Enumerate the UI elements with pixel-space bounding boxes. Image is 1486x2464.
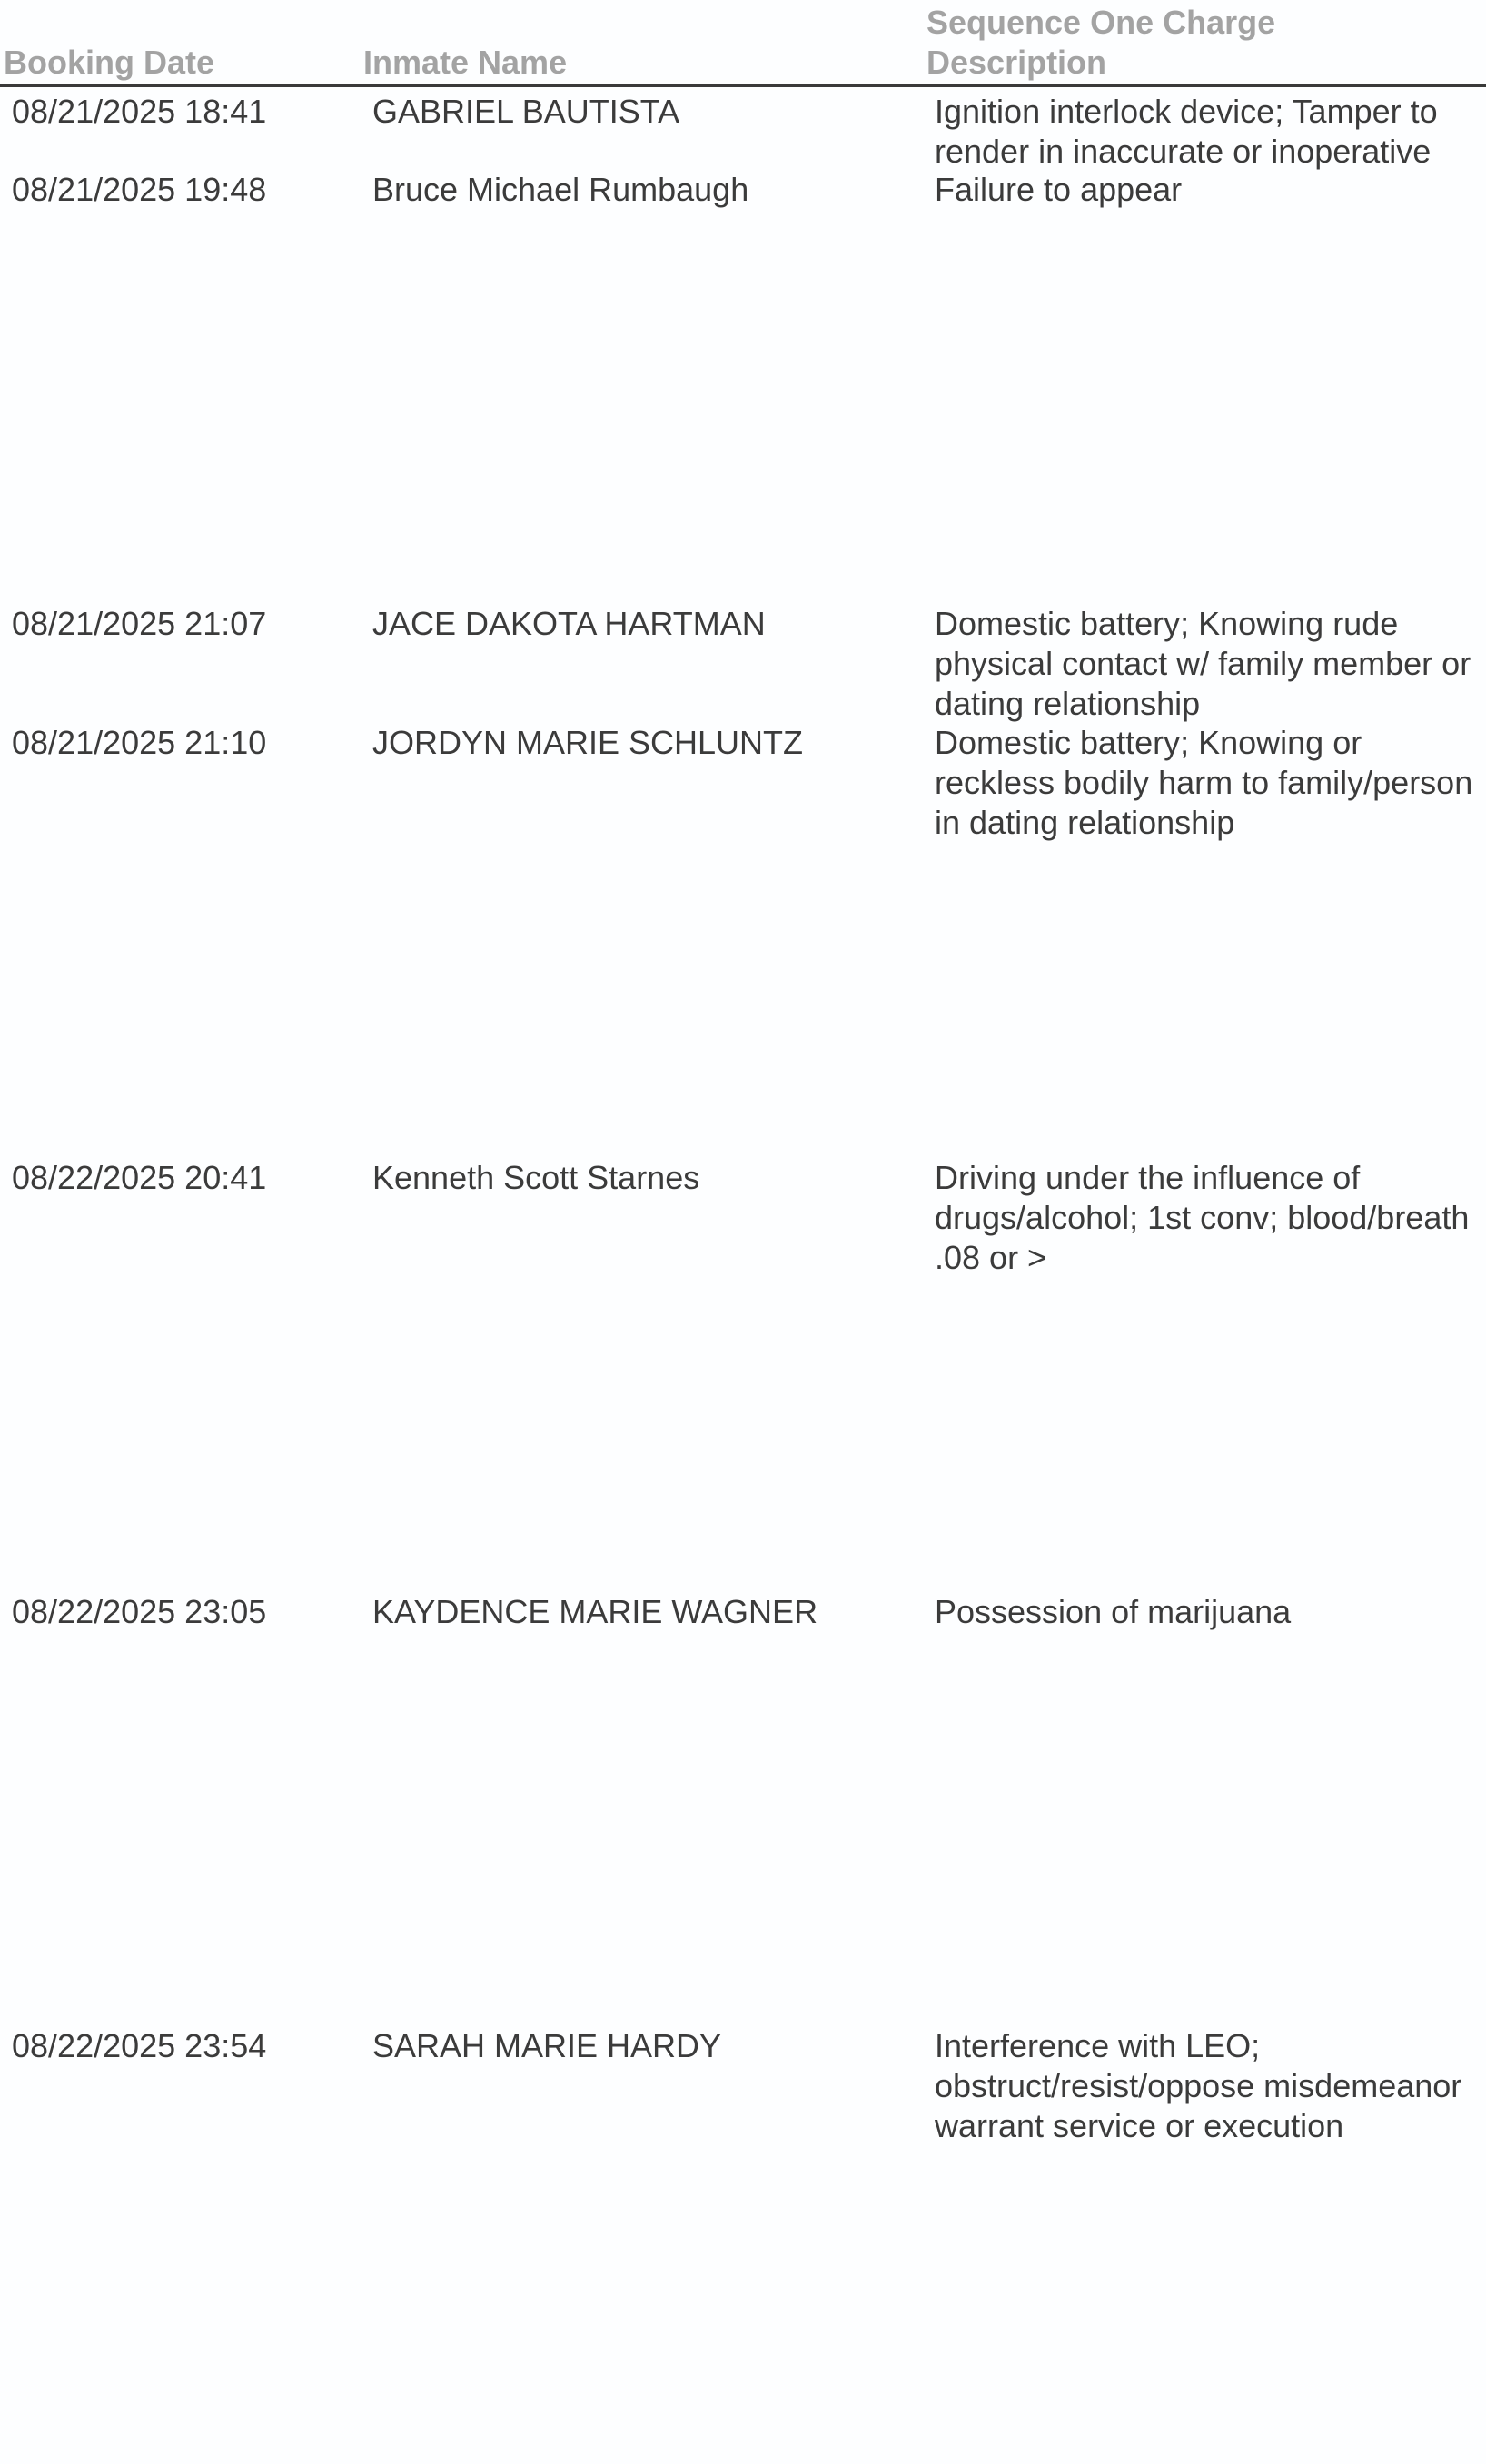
booking-date-cell: 08/22/2025 23:05 [12,1593,267,1630]
inmate-name-cell: GABRIEL BAUTISTA [372,93,680,130]
charge-description-cell: Ignition interlock device; Tamper to render in inaccurate or inoperative [935,93,1438,170]
inmate-name-cell: Kenneth Scott Starnes [372,1159,700,1196]
booking-date-cell: 08/21/2025 21:10 [12,724,267,761]
column-header-inmate-name[interactable]: Inmate Name [363,44,568,81]
booking-date-cell: 08/22/2025 20:41 [12,1159,267,1196]
inmate-name-cell: JACE DAKOTA HARTMAN [372,605,766,642]
inmate-name-cell: Bruce Michael Rumbaugh [372,171,749,208]
booking-date-cell: 08/21/2025 18:41 [12,93,267,130]
charge-description-cell: Failure to appear [935,171,1183,208]
charge-description-cell: Driving under the influence of drugs/alcohol; 1st conv; blood/breath .08 or > [935,1159,1470,1276]
charge-description-cell: Interference with LEO; obstruct/resist/oppose misdemeanor warrant service or execution [935,2027,1462,2144]
charge-description-cell: Domestic battery; Knowing or reckless bodily harm to family/person in dating relationship [935,724,1473,841]
inmate-name-cell: SARAH MARIE HARDY [372,2027,722,2064]
table-header [0,0,1486,87]
column-header-charge-description[interactable]: Sequence One Charge Description [926,4,1276,81]
column-header-booking-date[interactable]: Booking Date [4,44,215,81]
charge-description-cell: Domestic battery; Knowing rude physical contact w/ family member or dating relationship [935,605,1471,722]
charge-description-cell: Possession of marijuana [935,1593,1292,1630]
booking-date-cell: 08/21/2025 19:48 [12,171,267,208]
booking-date-cell: 08/22/2025 23:54 [12,2027,267,2064]
inmate-name-cell: JORDYN MARIE SCHLUNTZ [372,724,804,761]
booking-date-cell: 08/21/2025 21:07 [12,605,267,642]
inmate-name-cell: KAYDENCE MARIE WAGNER [372,1593,818,1630]
